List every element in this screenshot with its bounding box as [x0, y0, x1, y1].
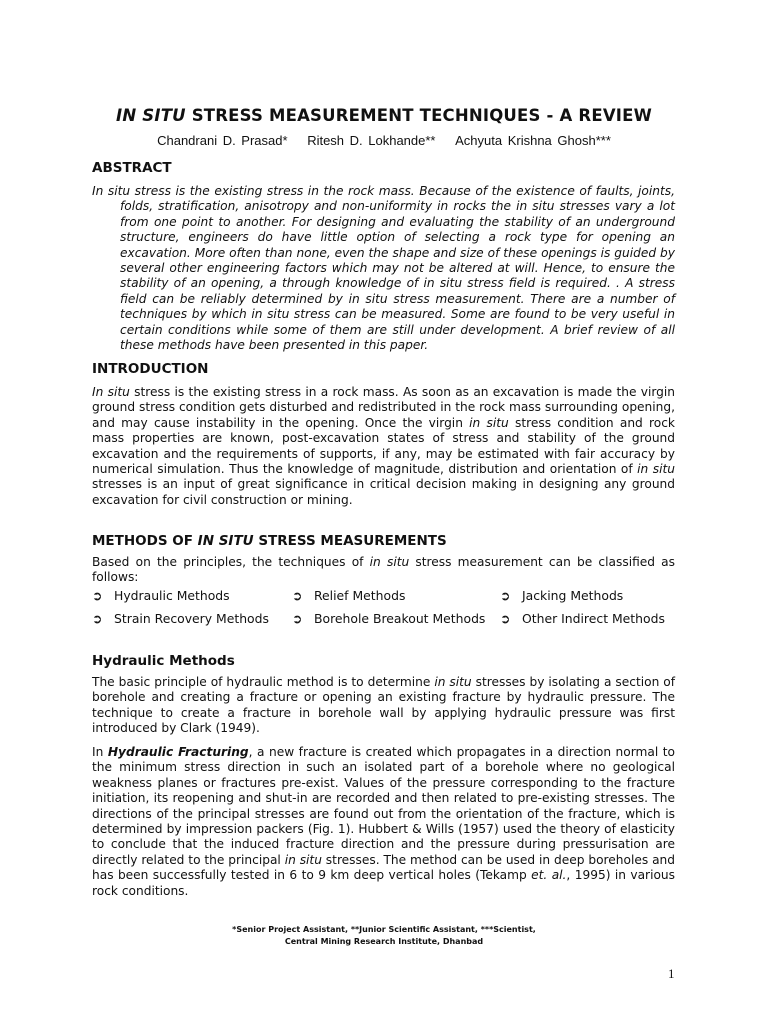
intro-italic-3: in situ — [637, 462, 675, 477]
methods-list — [92, 588, 682, 634]
list-item — [500, 611, 665, 626]
arrow-bullet-icon: ➲ — [292, 611, 303, 626]
hyd-p1-italic: in situ — [434, 675, 472, 689]
method-label: Borehole Breakout Methods — [314, 611, 486, 626]
intro-italic-1: In situ — [92, 385, 130, 399]
hyd-p2-g: , 1995) in various rock conditions. — [92, 868, 675, 898]
hyd-p2-c: , a new fracture is created which propagates in a direction normal to the minimum stress direction in such an isolated part of a borehole where no geological weakness planes or fractures pre-exist. Values of the pressure corresponding to the fracture initiation, its reopening and shut-in are recorded and then related to pre-existing stresses. The directions of the principal stresses are found out from the orientation of the fracture, which is determined by impression packers (Fig. 1). Hubbert & Wills (1957) used the theory of elasticity to conclude that the induced fracture direction and the pressure during pressurisation are directly related to the principal — [92, 745, 675, 867]
arrow-bullet-icon: ➲ — [500, 588, 511, 603]
introduction-heading: INTRODUCTION — [92, 361, 209, 377]
list-item — [92, 588, 230, 603]
methods-heading-a: METHODS OF — [92, 533, 198, 549]
introduction-paragraph — [92, 385, 675, 508]
hyd-p2-a: In — [92, 745, 108, 759]
methods-row — [92, 588, 682, 611]
author-list — [0, 133, 768, 148]
hyd-p1-c: stresses by isolating a section of borehole and creating a fracture or opening an existing fracture by hydraulic pressure. The technique to create a fracture in borehole wall by applying hydraulic pressure was first introduced by Clark (1949). — [92, 675, 675, 736]
footnote-line-2: Central Mining Research Institute, Dhanbad — [284, 937, 484, 946]
list-item — [292, 588, 405, 603]
methods-heading — [92, 533, 447, 549]
list-item — [500, 588, 623, 603]
intro-text-1: stress is the existing stress in a rock mass. As soon as an excavation is made the virgin ground stress condition gets disturbed and redistributed in the rock mass surrounding opening, and may cause instability in the opening. Once the virgin — [92, 385, 675, 430]
arrow-bullet-icon: ➲ — [500, 611, 511, 626]
methods-intro-c: stress measurement can be classified as follows: — [92, 555, 676, 585]
arrow-bullet-icon: ➲ — [292, 588, 303, 603]
hyd-p2-italic-2: et. al. — [531, 868, 567, 883]
methods-heading-italic: IN SITU — [197, 533, 254, 549]
list-item — [92, 611, 269, 626]
hydraulic-paragraph-1 — [92, 675, 675, 737]
method-label: Hydraulic Methods — [114, 588, 230, 603]
title-italic: IN SITU — [115, 106, 186, 125]
paper-title — [0, 106, 768, 125]
method-label: Other Indirect Methods — [522, 611, 665, 626]
method-label: Strain Recovery Methods — [114, 611, 269, 626]
methods-intro-italic: in situ — [369, 555, 410, 569]
methods-intro — [92, 555, 675, 586]
intro-text-2: stress condition and rock mass properties are known, post-excavation states of stress and stability of the ground excavation and the requirements of supports, if any, may be estimated with fair accuracy by numerical simulation. Thus the knowledge of magnitude, distribution and orientation of — [92, 415, 675, 477]
hydraulic-paragraph-2 — [92, 745, 675, 899]
arrow-bullet-icon: ➲ — [92, 611, 103, 626]
hydraulic-heading: Hydraulic Methods — [92, 653, 235, 669]
abstract-text: In situ stress is the existing stress in the rock mass. Because of the existence of faults, joints, folds, stratification, anisotropy and non-uniformity in rocks the in situ stresses vary a lot from one point to another. For designing and evaluating the stability of an underground structure, engineers do have little option of selecting a rock type for opening an excavation. More often than none, even the shape and size of these openings is guided by several other engineering factors which may not be altered at will. Hence, to ensure the stability of an opening, a through knowledge of in situ stress field is required. . A stress field can be reliably determined by in situ stress measurement. There are a number of techniques by which in situ stress can be measured. Some are found to be very useful in certain conditions while some of them are still under development. A brief review of all these methods have been presented in this paper. — [92, 184, 675, 353]
author-3: Achyuta Krishna Ghosh*** — [455, 133, 611, 148]
author-1: Chandrani D. Prasad* — [157, 133, 288, 148]
page-number: 1 — [668, 966, 675, 981]
arrow-bullet-icon: ➲ — [92, 588, 103, 603]
abstract-heading: ABSTRACT — [92, 160, 172, 176]
method-label: Jacking Methods — [522, 588, 624, 603]
hyd-p2-italic-1: in situ — [284, 852, 322, 867]
footnote-line-1: *Senior Project Assistant, **Junior Scientific Assistant, ***Scientist, — [232, 925, 536, 934]
hyd-p2-bold: Hydraulic Fracturing — [107, 745, 249, 759]
author-2: Ritesh D. Lokhande** — [307, 133, 436, 148]
intro-italic-2: in situ — [469, 415, 509, 430]
methods-intro-a: Based on the principles, the techniques of — [92, 555, 370, 569]
title-rest: STRESS MEASUREMENT TECHNIQUES - A REVIEW — [185, 106, 652, 125]
list-item — [292, 611, 485, 626]
hyd-p2-e: stresses. The method can be used in deep boreholes and has been successfully tested in 6 to 9 km deep vertical holes (Tekamp — [92, 852, 675, 883]
methods-row — [92, 611, 682, 634]
intro-text-3: stresses is an input of great significance in critical decision making in designing any ground excavation for civil construction or mining. — [92, 477, 675, 507]
method-label: Relief Methods — [314, 588, 406, 603]
hyd-p1-a: The basic principle of hydraulic method is to determine — [92, 675, 435, 689]
methods-heading-c: STRESS MEASUREMENTS — [253, 533, 447, 549]
